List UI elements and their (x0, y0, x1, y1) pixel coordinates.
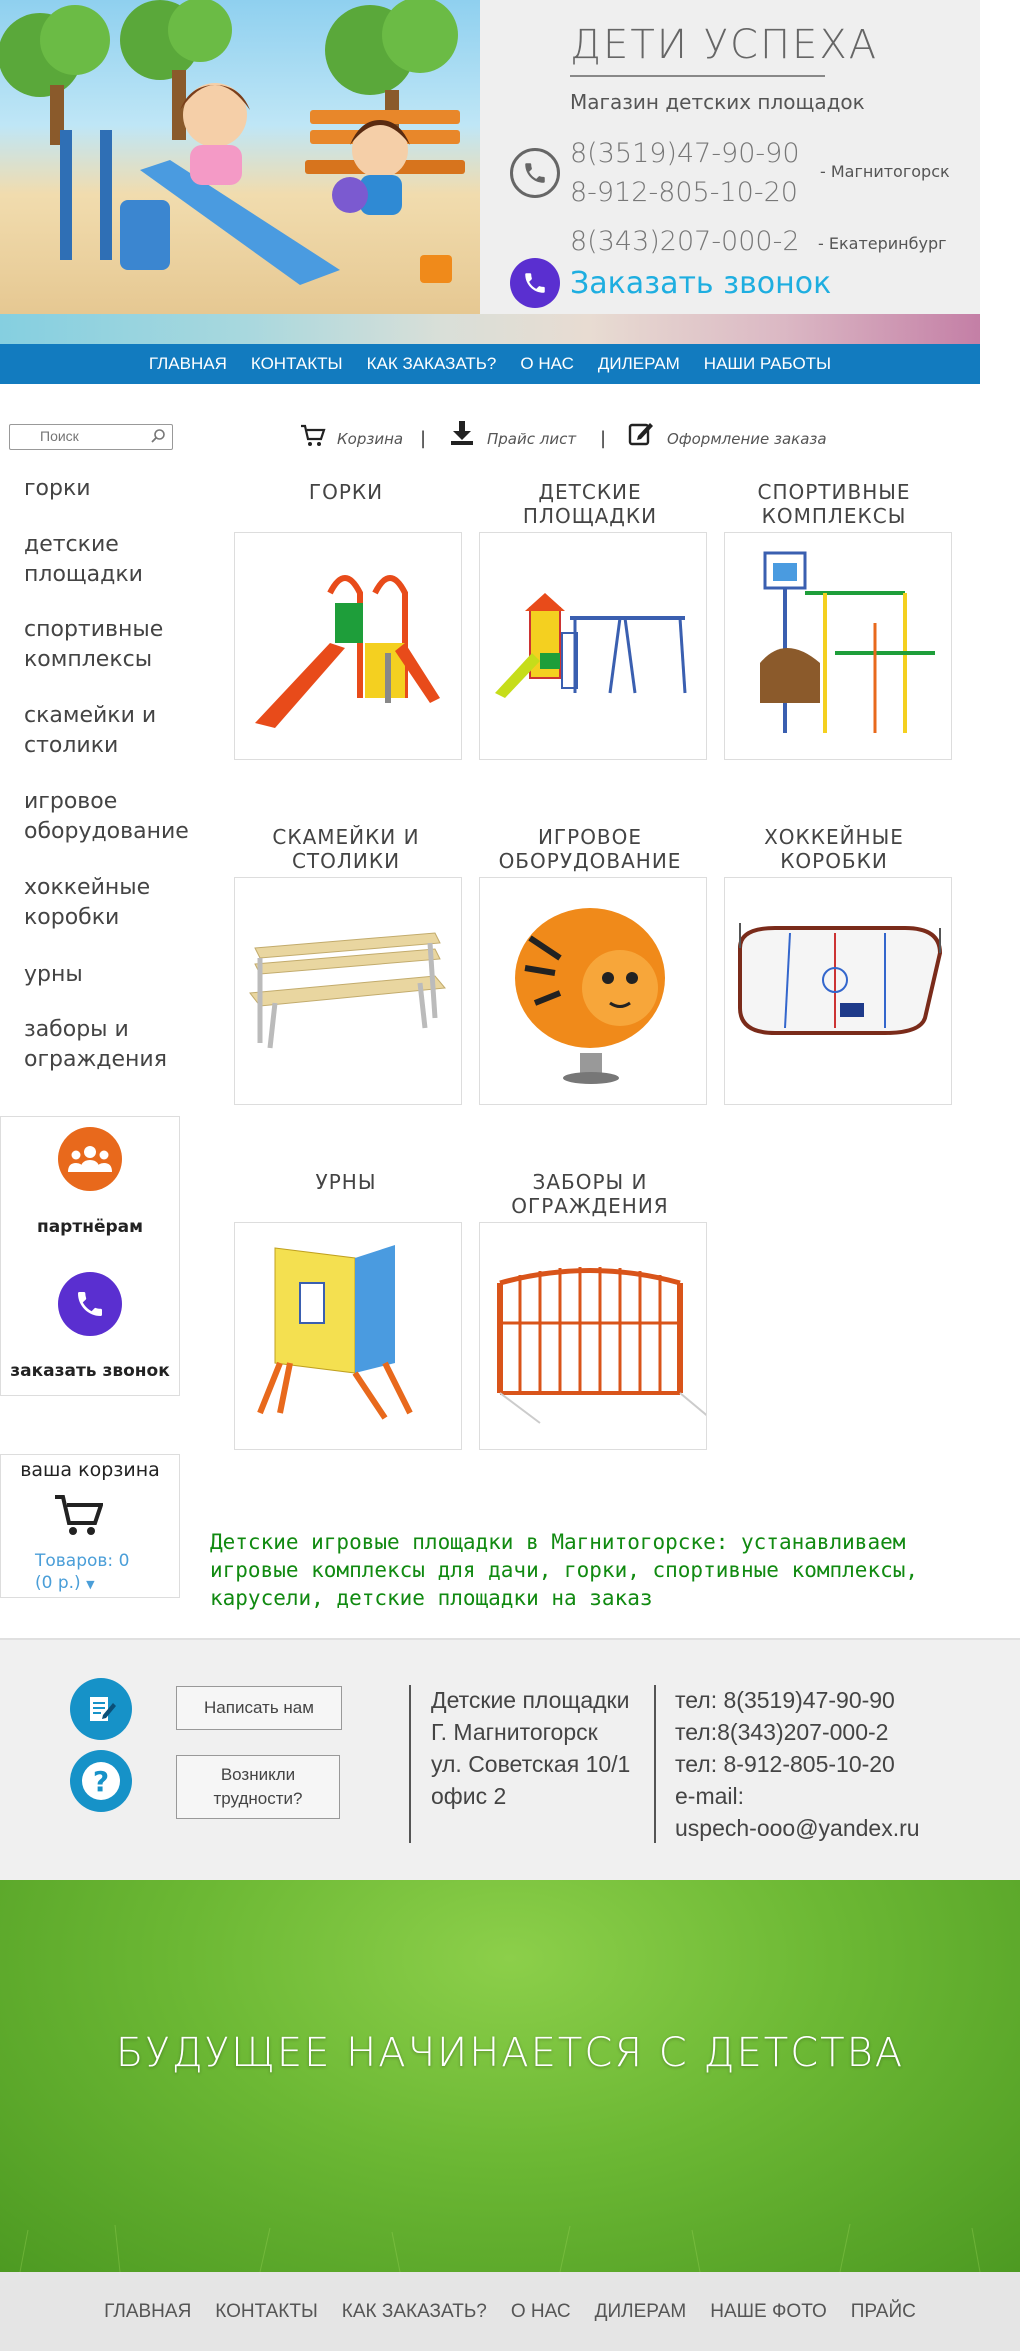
brand-underline (570, 75, 825, 77)
address-line: офис 2 (431, 1783, 507, 1809)
cart-total[interactable] (35, 1573, 95, 1593)
tiger-rocker-image (480, 878, 706, 1104)
city-ekaterinburg: - Екатеринбург (818, 234, 947, 253)
download-icon[interactable] (450, 420, 474, 450)
search-box (9, 424, 173, 450)
checkout-link[interactable]: Оформление заказа (667, 430, 827, 448)
cart-items-count[interactable]: Товаров: 0 (35, 1551, 130, 1571)
footer-divider (654, 1685, 656, 1843)
sidebar-item-fences[interactable]: заборы и ограждения (24, 1017, 167, 1072)
hockey-rink-image (725, 878, 951, 1104)
sidebar-item-hockey-rinks[interactable]: хоккейные коробки (24, 875, 151, 930)
phone-number-1[interactable]: 8(3519)47-90-90 (570, 138, 800, 169)
contact-email-label: e-mail: (675, 1783, 745, 1809)
bottom-nav-how-to-order[interactable]: КАК ЗАКАЗАТЬ? (341, 2300, 487, 2322)
address-line: ул. Советская 10/1 (431, 1751, 631, 1777)
product-card-hockey-rinks[interactable] (724, 877, 952, 1105)
product-title-sports-complexes[interactable]: СПОРТИВНЫЕ КОМПЛЕКСЫ (757, 480, 911, 528)
bottom-nav (0, 2272, 1020, 2351)
toolbar-separator: | (420, 428, 427, 449)
footer-contacts (675, 1684, 920, 1844)
write-us-button[interactable]: Написать нам (176, 1686, 342, 1730)
search-icon[interactable] (150, 428, 166, 448)
header-gradient-strip (0, 314, 980, 344)
product-title-hockey-rinks[interactable]: ХОККЕЙНЫЕ КОРОБКИ (764, 825, 904, 873)
product-title-bins[interactable]: УРНЫ (315, 1170, 377, 1194)
bottom-nav-contacts[interactable]: КОНТАКТЫ (215, 2300, 318, 2322)
sidebar-item-play-equipment[interactable]: игровое оборудование (24, 789, 189, 844)
grass-texture (0, 1880, 1020, 2272)
city-magnitogorsk: - Магнитогорск (820, 162, 950, 181)
sidebar-promo-box (0, 1116, 180, 1396)
sidebar-item-bins[interactable]: урны (24, 962, 83, 987)
bottom-nav-about[interactable]: О НАС (510, 2300, 571, 2322)
cart-link[interactable]: Корзина (337, 430, 404, 448)
product-card-slides[interactable] (234, 532, 462, 760)
edit-icon[interactable] (628, 420, 654, 450)
question-icon[interactable]: ? (70, 1750, 132, 1812)
contact-phone[interactable]: тел: 8-912-805-10-20 (675, 1751, 895, 1777)
nav-about[interactable]: О НАС (520, 354, 574, 373)
playground-image (480, 533, 706, 759)
nav-home[interactable]: ГЛАВНАЯ (148, 354, 227, 373)
sidebar-item-sports-complexes[interactable]: спортивные комплексы (24, 617, 164, 672)
bottom-nav-price[interactable]: ПРАЙС (850, 2300, 916, 2322)
slogan: БУДУЩЕЕ НАЧИНАЕТСЯ С ДЕТСТВА (115, 2030, 905, 2076)
nav-how-to-order[interactable]: КАК ЗАКАЗАТЬ? (366, 354, 497, 373)
cart-widget-icon[interactable] (53, 1493, 103, 1543)
product-card-sports-complexes[interactable] (724, 532, 952, 760)
sidebar-item-slides[interactable]: горки (24, 476, 91, 501)
cart-total-value: (0 р.) (35, 1573, 81, 1593)
partners-link[interactable]: партнёрам (36, 1217, 144, 1237)
callback-sidebar-link[interactable]: заказать звонок (10, 1361, 170, 1381)
callback-sidebar-icon[interactable] (58, 1272, 122, 1336)
bottom-nav-photo[interactable]: НАШЕ ФОТО (710, 2300, 827, 2322)
partners-icon[interactable] (58, 1127, 122, 1191)
bin-image (235, 1223, 461, 1449)
callback-link[interactable]: Заказать звонок (570, 266, 832, 301)
toolbar-separator: | (600, 428, 607, 449)
slide-image (235, 533, 461, 759)
product-card-playgrounds[interactable] (479, 532, 707, 760)
product-title-slides[interactable]: ГОРКИ (308, 480, 384, 504)
footer-address (431, 1684, 630, 1812)
seo-description: Детские игровые площадки в Магнитогорске: устанавливаем игровые комплексы для дачи, горки, спортивные комплексы, карусели, детские площадки на заказ (210, 1530, 919, 1610)
address-line: Г. Магнитогорск (431, 1719, 598, 1745)
sidebar-item-playgrounds[interactable]: детские площадки (24, 532, 143, 587)
nav-dealers[interactable]: ДИЛЕРАМ (597, 354, 680, 373)
footer-divider (409, 1685, 411, 1843)
cart-widget-title: ваша корзина (20, 1459, 160, 1481)
document-icon[interactable] (70, 1678, 132, 1740)
footer (0, 1638, 1020, 1882)
product-title-play-equipment[interactable]: ИГРОВОЕ ОБОРУДОВАНИЕ (498, 825, 682, 873)
cart-widget (0, 1454, 180, 1598)
grass-banner (0, 1880, 1020, 2272)
bottom-nav-dealers[interactable]: ДИЛЕРАМ (594, 2300, 687, 2322)
sidebar-item-benches[interactable]: скамейки и столики (24, 703, 157, 758)
product-title-benches[interactable]: СКАМЕЙКИ И СТОЛИКИ (272, 825, 420, 873)
chevron-down-icon: ▼ (86, 1578, 95, 1591)
main-nav (0, 344, 980, 384)
search-input[interactable] (40, 425, 160, 447)
address-line: Детские площадки (431, 1687, 630, 1713)
price-list-link[interactable]: Прайс лист (487, 430, 577, 448)
nav-our-works[interactable]: НАШИ РАБОТЫ (703, 354, 832, 373)
phone-number-2[interactable]: 8-912-805-10-20 (570, 177, 798, 208)
callback-phone-icon[interactable] (510, 258, 560, 308)
product-card-fences[interactable] (479, 1222, 707, 1450)
fence-image (480, 1223, 706, 1449)
bench-image (235, 878, 461, 1104)
phone-number-3[interactable]: 8(343)207-000-2 (570, 226, 800, 257)
product-card-bins[interactable] (234, 1222, 462, 1450)
cart-icon[interactable] (300, 424, 326, 452)
contact-phone[interactable]: тел:8(343)207-000-2 (675, 1719, 889, 1745)
brand-title: ДЕТИ УСПЕХА (570, 22, 879, 68)
product-title-playgrounds[interactable]: ДЕТСКИЕ ПЛОЩАДКИ (522, 480, 658, 528)
contact-phone[interactable]: тел: 8(3519)47-90-90 (675, 1687, 895, 1713)
nav-contacts[interactable]: КОНТАКТЫ (250, 354, 343, 373)
hero-illustration (0, 0, 480, 314)
bottom-nav-home[interactable]: ГЛАВНАЯ (104, 2300, 192, 2322)
product-card-benches[interactable] (234, 877, 462, 1105)
product-title-fences[interactable]: ЗАБОРЫ И ОГРАЖДЕНИЯ (511, 1170, 669, 1218)
sports-complex-image (725, 533, 951, 759)
contact-email[interactable]: uspech-ooo@yandex.ru (675, 1815, 920, 1841)
brand-subtitle: Магазин детских площадок (570, 90, 865, 114)
phone-icon (510, 148, 560, 198)
product-card-play-equipment[interactable] (479, 877, 707, 1105)
trouble-button[interactable]: Возникли трудности? (176, 1755, 340, 1819)
